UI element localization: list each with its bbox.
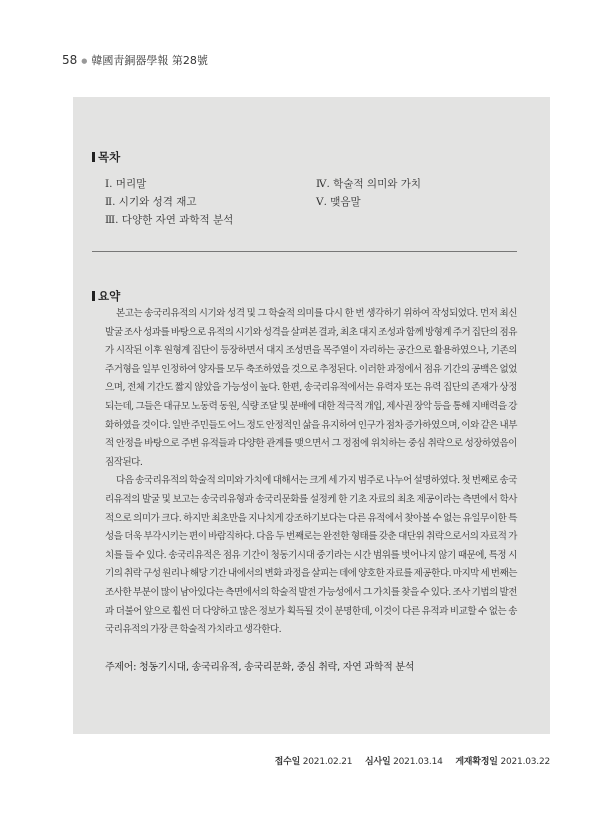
accepted-date: 2021.03.22	[500, 757, 550, 767]
abstract-paragraph: 다음 송국리유적의 학술적 의미와 가치에 대해서는 크게 세 가지 범주로 나누어 설명하였다. 첫 번째로 송국리유적의 발굴 및 보고는 송국리유형과 송국리문화를 설정케 한 기초 자료의 최초 제공이라는 측면에서 학사적으로 의미가 크다. 하지만 최초만을 지나치게 강조하기보다는 다른 유적에서 찾아볼 수 없는 유일무이한 특성을 더욱 부각시키는 편이 바람직하다. 다음 두 번째로는 완전한 형태를 갖춘 대단위 취락으로서의 자료적 가치를 들 수 있다. 송국리유적은 점유 기간이 청동기시대 중기라는 시간 범위를 벗어나지 않기 때문에, 특정 시기의 취락 구성 원리나 해당 기간 내에서의 변화 과정을 살피는 데에 양호한 자료를 제공한다. 마지막 세 번째는 조사한 부분이 많이 남아있다는 측면에서의 학술적 발전 가능성에서 그 가치를 찾을 수 있다. 조사 기법의 발전과 더불어 앞으로 훨씬 더 다양하고 많은 정보가 획득될 것이 분명한데, 이것이 다른 유적과 비교할 수 없는 송국리유적의 가장 큰 학술적 가치라고 생각한다.	[105, 475, 517, 636]
received-label: 접수일	[274, 757, 301, 767]
toc-item: Ⅲ. 다양한 자연 과학적 분석	[105, 214, 234, 226]
journal-title: 韓國靑銅器學報 第28號	[91, 54, 208, 67]
reviewed-date: 2021.03.14	[393, 757, 443, 767]
abstract-paragraph: 본고는 송국리유적의 시기와 성격 및 그 학술적 의미를 다시 한 번 생각하기 위하여 작성되었다. 먼저 최신 발굴 조사 성과를 바탕으로 유적의 시기와 성격을 살펴본 결과, 최초 대지 조성과 함께 방형계 주거 집단의 점유가 시작된 이후 원형계 집단이 등장하면서 대지 조성면을 목주열이 자리하는 공간으로 활용하였으나, 기존의 주거형을 일부 인정하여 양자를 모두 축조하였을 것으로 추정된다. 이러한 과정에서 점유 기간의 공백은 없었으며, 전체 기간도 짧지 않았을 가능성이 높다. 한편, 송국리유적에서는 유력자 또는 유력 집단의 존재가 상정되는데, 그들은 대규모 노동력 동원, 식량 조달 및 분배에 대한 적극적 개입, 제사권 장악 등을 통해 지배력을 강화하였을 것이다. 일반 주민들도 어느 정도 안정적인 삶을 유지하여 인구가 점차 증가하였으며, 이와 같은 내부적 안정을 바탕으로 주변 유적들과 다양한 관계를 맺으면서 그 정점에 위치하는 중심 취락으로 성장하였음이 짐작된다.	[105, 308, 517, 468]
section-bar-icon	[92, 291, 95, 301]
running-header	[62, 52, 208, 68]
abstract-body	[105, 305, 517, 640]
bullet-dot-icon: ●	[81, 56, 88, 65]
abstract-title-text: 요약	[98, 289, 121, 303]
section-divider	[92, 251, 517, 252]
page-number: 58	[62, 53, 78, 67]
submission-dates	[275, 754, 550, 767]
toc-title	[92, 149, 120, 165]
toc-item: Ⅳ. 학술적 의미와 가치	[316, 178, 421, 190]
toc-item: Ⅴ. 맺음말	[316, 196, 361, 208]
toc-title-text: 목차	[98, 150, 121, 164]
received-date: 2021.02.21	[302, 757, 353, 767]
accepted-label: 게재확정일	[455, 757, 498, 767]
reviewed-label: 심사일	[364, 757, 391, 767]
keywords: 주제어: 청동기시대, 송국리유적, 송국리문화, 중심 취락, 자연 과학적 분석	[105, 662, 415, 673]
toc-item: Ⅰ. 머리말	[105, 178, 147, 190]
abstract-title	[92, 288, 120, 304]
toc-item: Ⅱ. 시기와 성격 재고	[105, 196, 197, 208]
section-bar-icon	[92, 152, 95, 162]
